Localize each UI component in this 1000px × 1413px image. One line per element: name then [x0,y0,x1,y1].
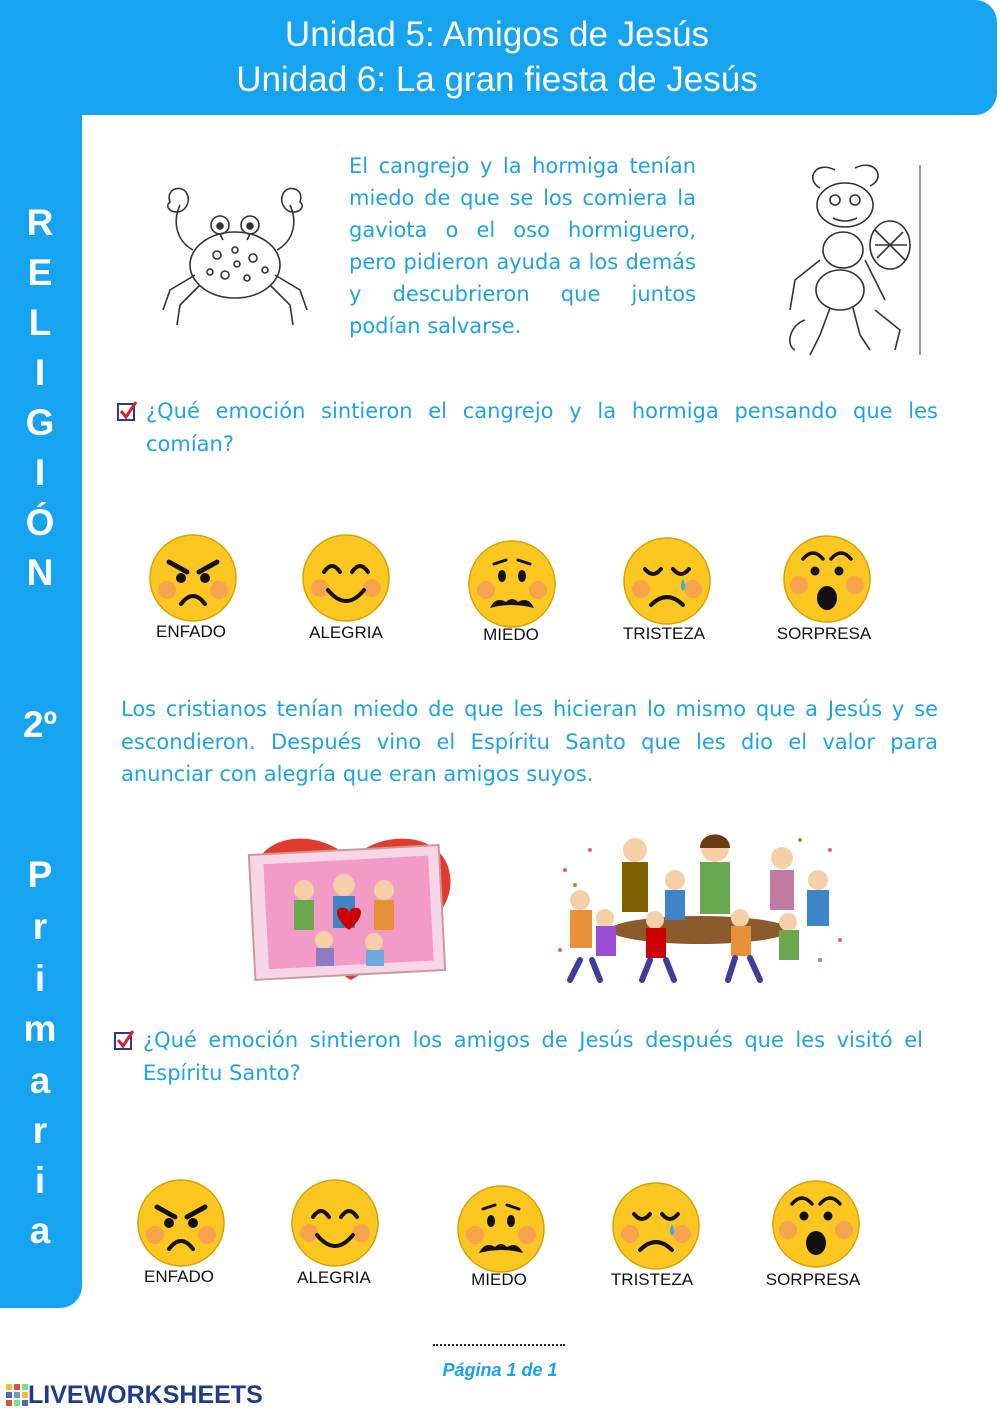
side-letter: Ó [25,502,55,543]
side-letter: P [27,854,53,895]
surprised-face-icon [770,1178,862,1270]
question-1: ¿Qué emoción sintieron el cangrejo y la hormiga pensando que les comían? [146,399,938,456]
happy-face-icon [289,1177,381,1269]
emotion-label-alegria: ALEGRIA [297,1268,371,1287]
emotion-label-sorpresa: SORPRESA [776,624,872,643]
footer-divider [433,1344,565,1346]
grade-label: 2º [22,704,58,745]
side-letter: r [32,906,48,947]
brand-name: LIVEWORKSHEETS [28,1380,263,1409]
emotion-label-enfado: ENFADO [144,1267,214,1286]
emotion-label-sorpresa: SORPRESA [765,1270,861,1289]
emotion-label-alegria: ALEGRIA [309,623,383,642]
ant-illustration [775,160,923,360]
surprised-face-icon [781,533,873,625]
heart-apostles-illustration [244,830,459,985]
angry-face-icon [135,1177,227,1269]
title-unit-6: Unidad 6: La gran fiesta de Jesús [236,60,758,99]
happy-face-icon [300,532,392,624]
emotion-label-miedo: MIEDO [483,625,539,644]
celebration-illustration [550,830,850,985]
sad-face-icon [621,535,713,627]
angry-face-icon [147,532,239,624]
scared-face-icon [466,538,558,630]
liveworksheets-logo[interactable] [6,1381,263,1409]
page-number: Página 1 de 1 [442,1360,558,1380]
side-letter: E [27,252,53,293]
side-letter: a [29,1210,51,1251]
story-christians: Los cristianos tenían miedo de que les hicieran lo mismo que a Jesús y se escondieron. Después vino el Espíritu Santo que les dio el valor para anunciar con alegría que eran amigos suyos. [121,697,938,786]
liveworksheets-grid-icon [6,1384,28,1406]
checkbox-icon [114,1030,134,1050]
side-letter: m [23,1008,57,1049]
sad-face-icon [610,1180,702,1272]
emotion-label-tristeza: TRISTEZA [610,1270,694,1289]
side-letter: L [28,302,52,343]
side-letter: I [34,352,46,393]
side-letter: R [26,202,54,243]
emotion-label-enfado: ENFADO [156,622,226,641]
side-letter: N [26,552,54,593]
side-letter: i [34,1160,46,1201]
side-letter: r [32,1110,48,1151]
story-crab-ant: El cangrejo y la hormiga tenían miedo de que se los comiera la gaviota o el oso hormiguero, pero pidieron ayuda a los demás y descubrieron que juntos podían salvarse. [349,154,696,338]
side-letter: i [34,958,46,999]
crab-illustration [155,180,315,330]
title-unit-5: Unidad 5: Amigos de Jesús [284,15,710,54]
side-letter: I [34,452,46,493]
checkbox-icon [117,401,137,421]
side-letter: G [25,402,55,443]
side-letter: a [29,1060,51,1101]
question-2: ¿Qué emoción sintieron los amigos de Jesús después que les visitó el Espíritu Santo? [143,1028,923,1085]
emotion-label-miedo: MIEDO [471,1270,527,1289]
emotion-label-tristeza: TRISTEZA [622,624,706,643]
scared-face-icon [455,1183,547,1275]
